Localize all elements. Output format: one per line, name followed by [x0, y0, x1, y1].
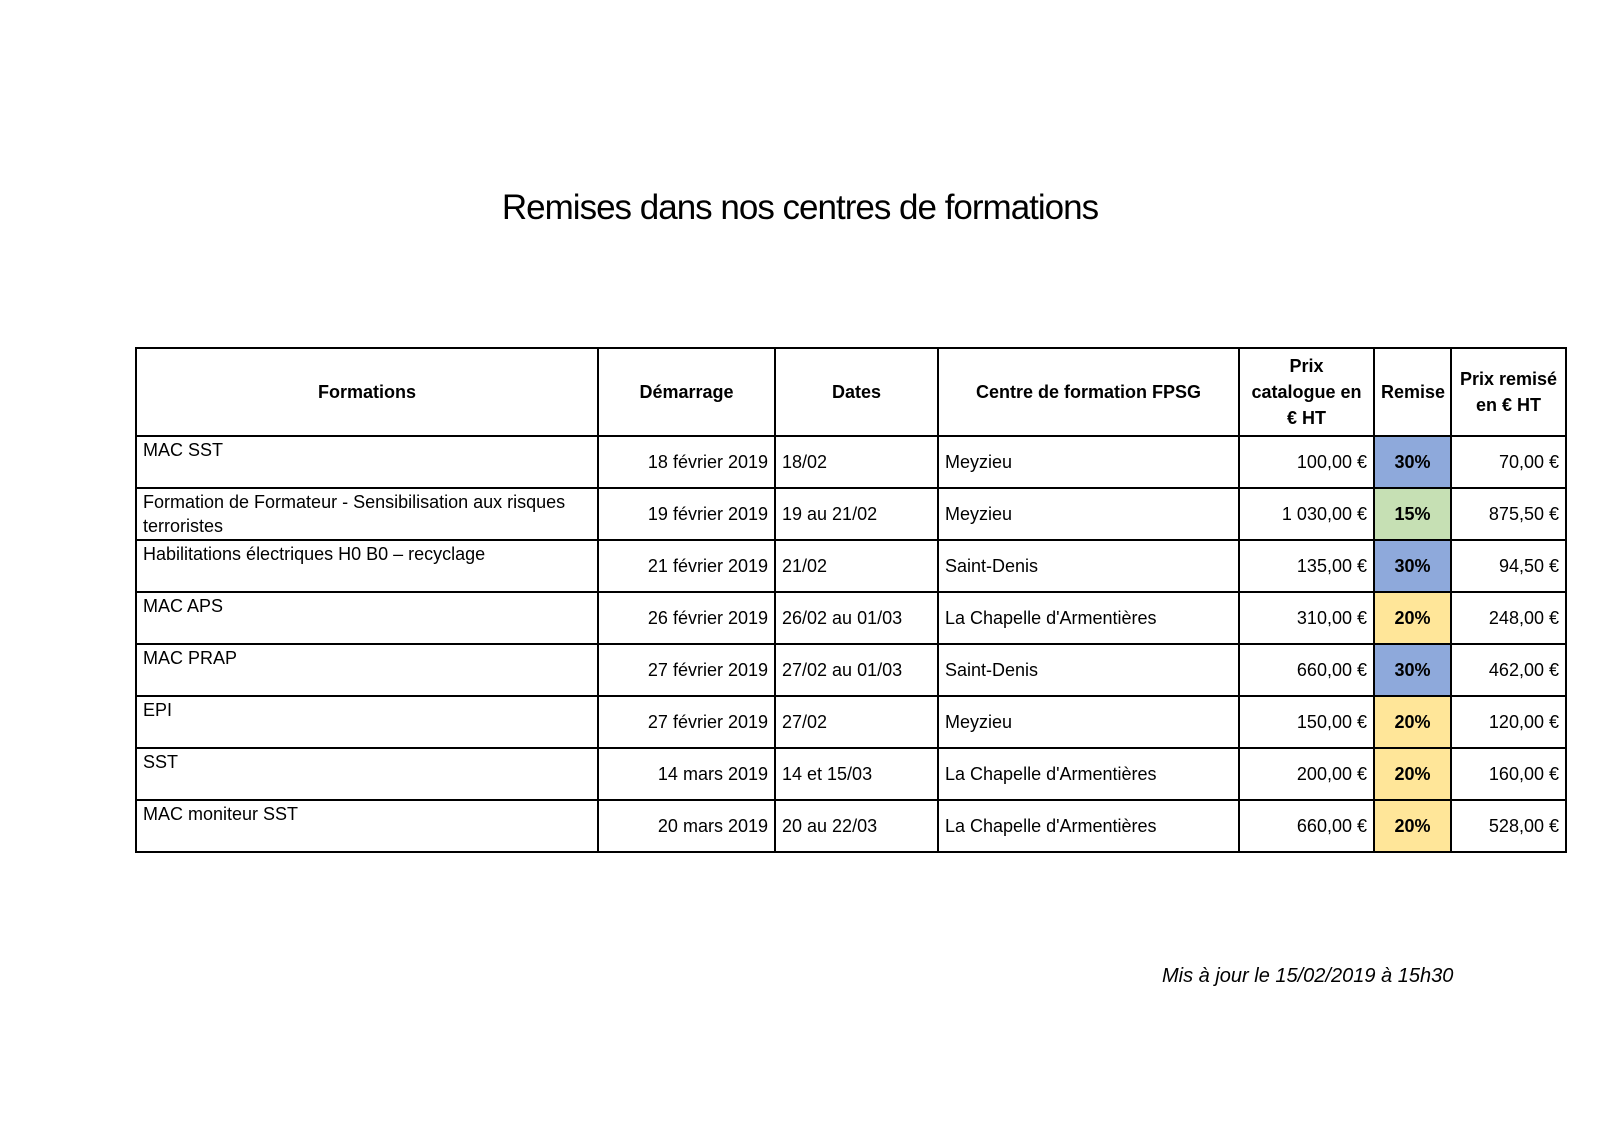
cell-formation: MAC PRAP	[136, 644, 598, 696]
cell-demarrage: 14 mars 2019	[598, 748, 775, 800]
cell-remise: 20%	[1374, 592, 1451, 644]
header-remise: Remise	[1374, 348, 1451, 436]
cell-centre: Meyzieu	[938, 488, 1239, 540]
cell-prix-catalogue: 100,00 €	[1239, 436, 1374, 488]
cell-centre: Meyzieu	[938, 696, 1239, 748]
cell-remise: 30%	[1374, 644, 1451, 696]
table-header-row	[136, 348, 1566, 436]
cell-formation: Habilitations électriques H0 B0 – recyclage	[136, 540, 598, 592]
cell-prix-remise: 528,00 €	[1451, 800, 1566, 852]
cell-prix-remise: 70,00 €	[1451, 436, 1566, 488]
cell-formation: SST	[136, 748, 598, 800]
cell-demarrage: 21 février 2019	[598, 540, 775, 592]
cell-dates: 27/02 au 01/03	[775, 644, 938, 696]
cell-remise: 20%	[1374, 748, 1451, 800]
cell-prix-catalogue: 660,00 €	[1239, 800, 1374, 852]
cell-prix-catalogue: 1 030,00 €	[1239, 488, 1374, 540]
cell-formation: EPI	[136, 696, 598, 748]
cell-demarrage: 18 février 2019	[598, 436, 775, 488]
cell-remise: 20%	[1374, 800, 1451, 852]
header-centre: Centre de formation FPSG	[938, 348, 1239, 436]
header-formations: Formations	[136, 348, 598, 436]
table-row	[136, 488, 1566, 540]
cell-prix-catalogue: 150,00 €	[1239, 696, 1374, 748]
cell-centre: Saint-Denis	[938, 644, 1239, 696]
cell-dates: 14 et 15/03	[775, 748, 938, 800]
cell-centre: La Chapelle d'Armentières	[938, 592, 1239, 644]
header-demarrage: Démarrage	[598, 348, 775, 436]
cell-centre: La Chapelle d'Armentières	[938, 800, 1239, 852]
cell-demarrage: 26 février 2019	[598, 592, 775, 644]
cell-remise: 30%	[1374, 540, 1451, 592]
cell-dates: 19 au 21/02	[775, 488, 938, 540]
cell-formation: MAC moniteur SST	[136, 800, 598, 852]
cell-remise: 20%	[1374, 696, 1451, 748]
cell-prix-remise: 462,00 €	[1451, 644, 1566, 696]
header-prix-remise: Prix remisé en € HT	[1451, 348, 1566, 436]
cell-dates: 21/02	[775, 540, 938, 592]
cell-remise: 30%	[1374, 436, 1451, 488]
table-body	[136, 436, 1566, 852]
cell-formation: MAC SST	[136, 436, 598, 488]
cell-remise: 15%	[1374, 488, 1451, 540]
table-row	[136, 592, 1566, 644]
cell-prix-catalogue: 135,00 €	[1239, 540, 1374, 592]
table-row	[136, 748, 1566, 800]
header-dates: Dates	[775, 348, 938, 436]
page-title: Remises dans nos centres de formations	[501, 188, 1099, 227]
formations-table-container	[135, 347, 1567, 853]
update-note: Mis à jour le 15/02/2019 à 15h30	[1162, 965, 1454, 987]
cell-centre: Meyzieu	[938, 436, 1239, 488]
cell-prix-catalogue: 200,00 €	[1239, 748, 1374, 800]
cell-prix-remise: 875,50 €	[1451, 488, 1566, 540]
cell-centre: Saint-Denis	[938, 540, 1239, 592]
cell-prix-remise: 94,50 €	[1451, 540, 1566, 592]
cell-prix-remise: 160,00 €	[1451, 748, 1566, 800]
table-row	[136, 436, 1566, 488]
cell-formation: MAC APS	[136, 592, 598, 644]
cell-prix-remise: 120,00 €	[1451, 696, 1566, 748]
cell-demarrage: 27 février 2019	[598, 644, 775, 696]
table-row	[136, 644, 1566, 696]
table-row	[136, 800, 1566, 852]
cell-demarrage: 27 février 2019	[598, 696, 775, 748]
cell-dates: 26/02 au 01/03	[775, 592, 938, 644]
cell-centre: La Chapelle d'Armentières	[938, 748, 1239, 800]
cell-prix-catalogue: 310,00 €	[1239, 592, 1374, 644]
cell-formation: Formation de Formateur - Sensibilisation aux risques terroristes	[136, 488, 598, 540]
cell-dates: 18/02	[775, 436, 938, 488]
cell-dates: 27/02	[775, 696, 938, 748]
cell-prix-catalogue: 660,00 €	[1239, 644, 1374, 696]
cell-prix-remise: 248,00 €	[1451, 592, 1566, 644]
cell-demarrage: 19 février 2019	[598, 488, 775, 540]
formations-table	[135, 347, 1567, 853]
table-row	[136, 540, 1566, 592]
cell-dates: 20 au 22/03	[775, 800, 938, 852]
header-prix-catalogue: Prix catalogue en € HT	[1239, 348, 1374, 436]
table-row	[136, 696, 1566, 748]
cell-demarrage: 20 mars 2019	[598, 800, 775, 852]
